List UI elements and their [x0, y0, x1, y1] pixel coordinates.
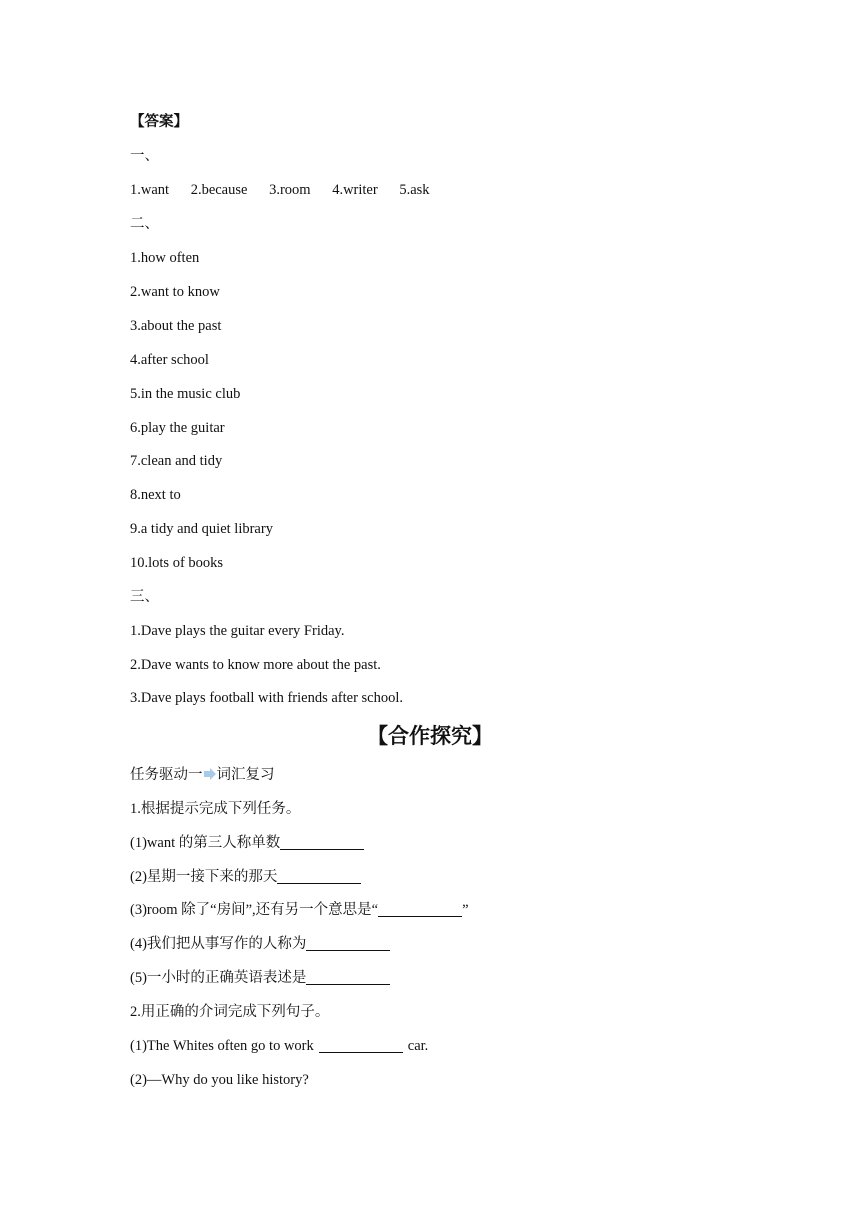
answer-line: 1.Dave plays the guitar every Friday.	[130, 623, 345, 639]
task-suffix: 词汇复习	[216, 767, 275, 783]
answer-line: 1.how often	[130, 250, 200, 266]
section-1-label: 一、	[130, 148, 159, 164]
question-1-title: 1.根据提示完成下列任务。	[130, 801, 301, 817]
answer-blank[interactable]	[306, 936, 390, 951]
question-item	[130, 867, 361, 887]
answer-line: 8.next to	[130, 487, 181, 503]
question-item	[130, 968, 390, 988]
arrow-right-icon	[204, 766, 216, 778]
question-item	[130, 833, 364, 853]
section-3-label: 三、	[130, 589, 159, 605]
question-item	[130, 900, 469, 920]
answer-line: 6.play the guitar	[130, 420, 225, 436]
answer-item: 4.writer	[332, 182, 378, 198]
answer-item: 1.want	[130, 182, 170, 198]
answers-title: 【答案】	[130, 114, 188, 130]
answer-line: 4.after school	[130, 352, 209, 368]
answer-line: 10.lots of books	[130, 555, 224, 571]
answer-line: 3.about the past	[130, 318, 222, 334]
answer-blank[interactable]	[306, 970, 390, 985]
answer-blank[interactable]	[378, 902, 462, 917]
question-item	[130, 1036, 428, 1056]
answer-blank[interactable]	[319, 1038, 403, 1053]
section-1-answers	[130, 180, 430, 200]
answer-item: 5.ask	[399, 182, 430, 198]
answer-line: 5.in the music club	[130, 386, 241, 402]
answer-blank[interactable]	[277, 869, 361, 884]
question-text: (2)星期一接下来的那天	[130, 869, 278, 885]
question-text: car.	[407, 1038, 429, 1054]
answer-line: 3.Dave plays football with friends after school.	[130, 690, 404, 706]
question-text: (1)The Whites often go to work	[130, 1038, 314, 1054]
task-title	[130, 765, 275, 785]
section-2-label: 二、	[130, 216, 159, 232]
question-text: (4)我们把从事写作的人称为	[130, 936, 307, 952]
answer-line: 2.Dave wants to know more about the past.	[130, 657, 381, 673]
question-text: (1)want 的第三人称单数	[130, 835, 281, 851]
question-text: ”	[462, 902, 469, 918]
question-item	[130, 934, 390, 954]
answer-line: 7.clean and tidy	[130, 453, 223, 469]
question-text: (5)一小时的正确英语表述是	[130, 970, 307, 986]
question-2-title: 2.用正确的介词完成下列句子。	[130, 1004, 330, 1020]
question-item: (2)—Why do you like history?	[130, 1072, 309, 1088]
answer-line: 9.a tidy and quiet library	[130, 521, 273, 537]
section-heading: 【合作探究】	[367, 724, 493, 748]
answer-blank[interactable]	[280, 835, 364, 850]
answer-item: 2.because	[190, 182, 248, 198]
answer-line: 2.want to know	[130, 284, 220, 300]
answer-item: 3.room	[269, 182, 311, 198]
task-prefix: 任务驱动一	[130, 767, 203, 783]
question-text: (3)room 除了“房间”,还有另一个意思是“	[130, 902, 379, 918]
